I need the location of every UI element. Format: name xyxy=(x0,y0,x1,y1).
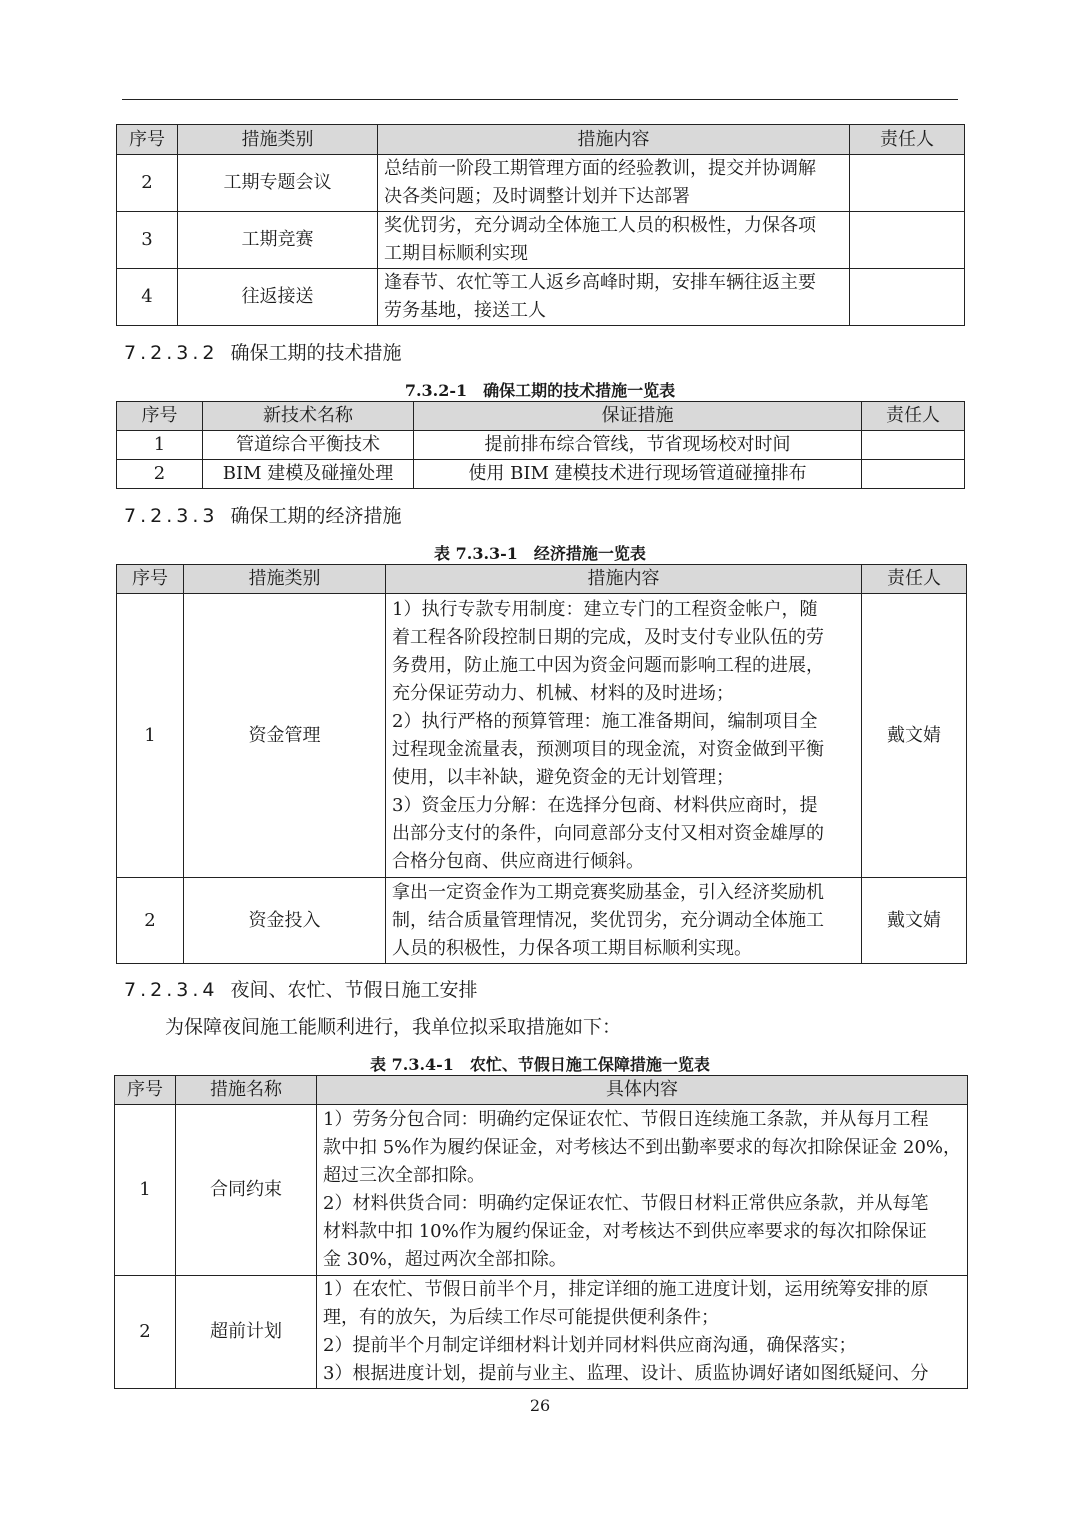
row-number: 1 xyxy=(115,1105,176,1276)
content-line: 制，结合质量管理情况，奖优罚劣，充分调动全体施工 xyxy=(392,909,824,931)
table-header-row xyxy=(117,565,967,594)
table-row xyxy=(117,155,965,212)
table-row xyxy=(117,594,967,878)
content-line: 材料款中扣 10%作为履约保证金，对考核达不到供应率要求的每次扣除保证 xyxy=(323,1221,927,1242)
header-cell: 责任人 xyxy=(862,565,967,594)
table-tech-measures xyxy=(116,401,965,489)
content-line: 拿出一定资金作为工期竞赛奖励基金，引入经济奖励机 xyxy=(392,881,824,903)
measure-content xyxy=(317,1276,968,1389)
content-line: 逢春节、农忙等工人返乡高峰时期，安排车辆往返主要 xyxy=(384,272,816,293)
content-line: 超过三次全部扣除。 xyxy=(323,1165,485,1186)
section-title: 确保工期的经济措施 xyxy=(230,505,402,527)
section-number: 7.2.3.2 xyxy=(124,342,219,364)
content-line: 使用，以丰补缺，避免资金的无计划管理； xyxy=(392,766,734,788)
header-cell: 保证措施 xyxy=(414,402,862,431)
measure-type: 资金投入 xyxy=(184,878,386,964)
tech-name: BIM 建模及碰撞处理 xyxy=(203,460,414,489)
measure-type: 工期竞赛 xyxy=(178,212,378,269)
row-number: 2 xyxy=(117,460,203,489)
header-cell: 责任人 xyxy=(850,125,965,155)
header-cell: 序号 xyxy=(117,402,203,431)
table-row xyxy=(117,212,965,269)
guarantee-measure: 提前排布综合管线，节省现场校对时间 xyxy=(414,431,862,460)
content-line: 2）材料供货合同：明确约定保证农忙、节假日材料正常供应条款，并从每笔 xyxy=(323,1193,929,1214)
table-econ-measures xyxy=(116,564,967,964)
intro-paragraph: 为保障夜间施工能顺利进行，我单位拟采取措施如下： xyxy=(165,1016,622,1038)
header-cell: 具体内容 xyxy=(317,1076,968,1105)
table-row xyxy=(117,878,967,964)
owner: 戴文婧 xyxy=(862,878,967,964)
content-line: 3）资金压力分解：在选择分包商、材料供应商时，提 xyxy=(392,794,818,816)
measure-content xyxy=(378,155,850,212)
content-line: 合格分包商、供应商进行倾斜。 xyxy=(392,850,644,872)
content-line: 奖优罚劣，充分调动全体施工人员的积极性，力保各项 xyxy=(384,215,816,236)
header-cell: 措施类别 xyxy=(178,125,378,155)
content-line: 款中扣 5%作为履约保证金，对考核达不到出勤率要求的每次扣除保证金 20%， xyxy=(323,1137,962,1158)
content-line: 1）执行专款专用制度：建立专门的工程资金帐户，随 xyxy=(392,598,818,620)
tech-name: 管道综合平衡技术 xyxy=(203,431,414,460)
header-cell: 措施名称 xyxy=(176,1076,317,1105)
header-cell: 责任人 xyxy=(862,402,965,431)
measure-type: 工期专题会议 xyxy=(178,155,378,212)
table-row xyxy=(117,460,965,489)
content-line: 3）根据进度计划，提前与业主、监理、设计、质监协调好诸如图纸疑问、分 xyxy=(323,1363,929,1384)
row-number: 1 xyxy=(117,431,203,460)
measure-type: 往返接送 xyxy=(178,269,378,326)
row-number: 4 xyxy=(117,269,178,326)
table-holiday-measures xyxy=(114,1075,968,1389)
measure-name: 合同约束 xyxy=(176,1105,317,1276)
section-title: 夜间、农忙、节假日施工安排 xyxy=(230,979,478,1001)
measure-content xyxy=(378,212,850,269)
page-number: 26 xyxy=(529,1396,551,1415)
measure-type: 资金管理 xyxy=(184,594,386,878)
content-line: 务费用，防止施工中因为资金问题而影响工程的进展， xyxy=(392,654,824,676)
header-cell: 新技术名称 xyxy=(203,402,414,431)
section-number: 7.2.3.4 xyxy=(124,979,219,1001)
header-cell: 序号 xyxy=(117,125,178,155)
content-line: 1）在农忙、节假日前半个月，排定详细的施工进度计划，运用统筹安排的原 xyxy=(323,1279,929,1300)
measure-name: 超前计划 xyxy=(176,1276,317,1389)
measure-content xyxy=(317,1105,968,1276)
owner xyxy=(850,269,965,326)
content-line: 劳务基地，接送工人 xyxy=(384,300,546,321)
header-cell: 措施类别 xyxy=(184,565,386,594)
content-line: 出部分支付的条件，向同意部分支付又相对资金雄厚的 xyxy=(392,822,824,844)
content-line: 2）执行严格的预算管理：施工准备期间，编制项目全 xyxy=(392,710,818,732)
table-header-row xyxy=(117,125,965,155)
table-row xyxy=(117,431,965,460)
header-cell: 措施内容 xyxy=(386,565,862,594)
content-line: 过程现金流量表，预测项目的现金流，对资金做到平衡 xyxy=(392,738,824,760)
header-cell: 序号 xyxy=(117,565,184,594)
owner xyxy=(862,460,965,489)
content-line: 工期目标顺利实现 xyxy=(384,243,528,264)
section-number: 7.2.3.3 xyxy=(124,505,219,527)
row-number: 2 xyxy=(117,878,184,964)
content-line: 2）提前半个月制定详细材料计划并同材料供应商沟通，确保落实； xyxy=(323,1335,857,1356)
table-caption-holiday: 表 7.3.4-1 农忙、节假日施工保障措施一览表 xyxy=(370,1055,710,1074)
measure-content xyxy=(378,269,850,326)
content-line: 理，有的放矢，为后续工作尽可能提供便利条件； xyxy=(323,1307,719,1328)
table-header-row xyxy=(117,402,965,431)
section-heading-holiday xyxy=(124,975,478,1002)
measure-content xyxy=(386,878,862,964)
guarantee-measure: 使用 BIM 建模技术进行现场管道碰撞排布 xyxy=(414,460,862,489)
section-heading-econ xyxy=(124,501,402,528)
table-header-row xyxy=(115,1076,968,1105)
header-rule xyxy=(122,99,958,100)
row-number: 1 xyxy=(117,594,184,878)
content-line: 着工程各阶段控制日期的完成，及时支付专业队伍的劳 xyxy=(392,626,824,648)
table-caption-tech: 7.3.2-1 确保工期的技术措施一览表 xyxy=(404,381,676,400)
table-row xyxy=(117,269,965,326)
owner xyxy=(850,212,965,269)
row-number: 2 xyxy=(117,155,178,212)
header-cell: 序号 xyxy=(115,1076,176,1105)
row-number: 3 xyxy=(117,212,178,269)
owner: 戴文婧 xyxy=(862,594,967,878)
content-line: 1）劳务分包合同：明确约定保证农忙、节假日连续施工条款，并从每月工程 xyxy=(323,1109,929,1130)
content-line: 金 30%，超过两次全部扣除。 xyxy=(323,1249,567,1270)
table-row xyxy=(115,1276,968,1389)
content-line: 决各类问题；及时调整计划并下达部署 xyxy=(384,186,690,207)
owner xyxy=(850,155,965,212)
content-line: 人员的积极性，力保各项工期目标顺利实现。 xyxy=(392,937,752,959)
table-row xyxy=(115,1105,968,1276)
content-line: 充分保证劳动力、机械、材料的及时进场； xyxy=(392,682,734,704)
owner xyxy=(862,431,965,460)
section-heading-tech xyxy=(124,338,402,365)
measure-content xyxy=(386,594,862,878)
table-schedule-measures-continued xyxy=(116,124,965,326)
row-number: 2 xyxy=(115,1276,176,1389)
content-line: 总结前一阶段工期管理方面的经验教训，提交并协调解 xyxy=(384,158,816,179)
table-caption-econ: 表 7.3.3-1 经济措施一览表 xyxy=(434,544,646,563)
header-cell: 措施内容 xyxy=(378,125,850,155)
section-title: 确保工期的技术措施 xyxy=(230,342,402,364)
